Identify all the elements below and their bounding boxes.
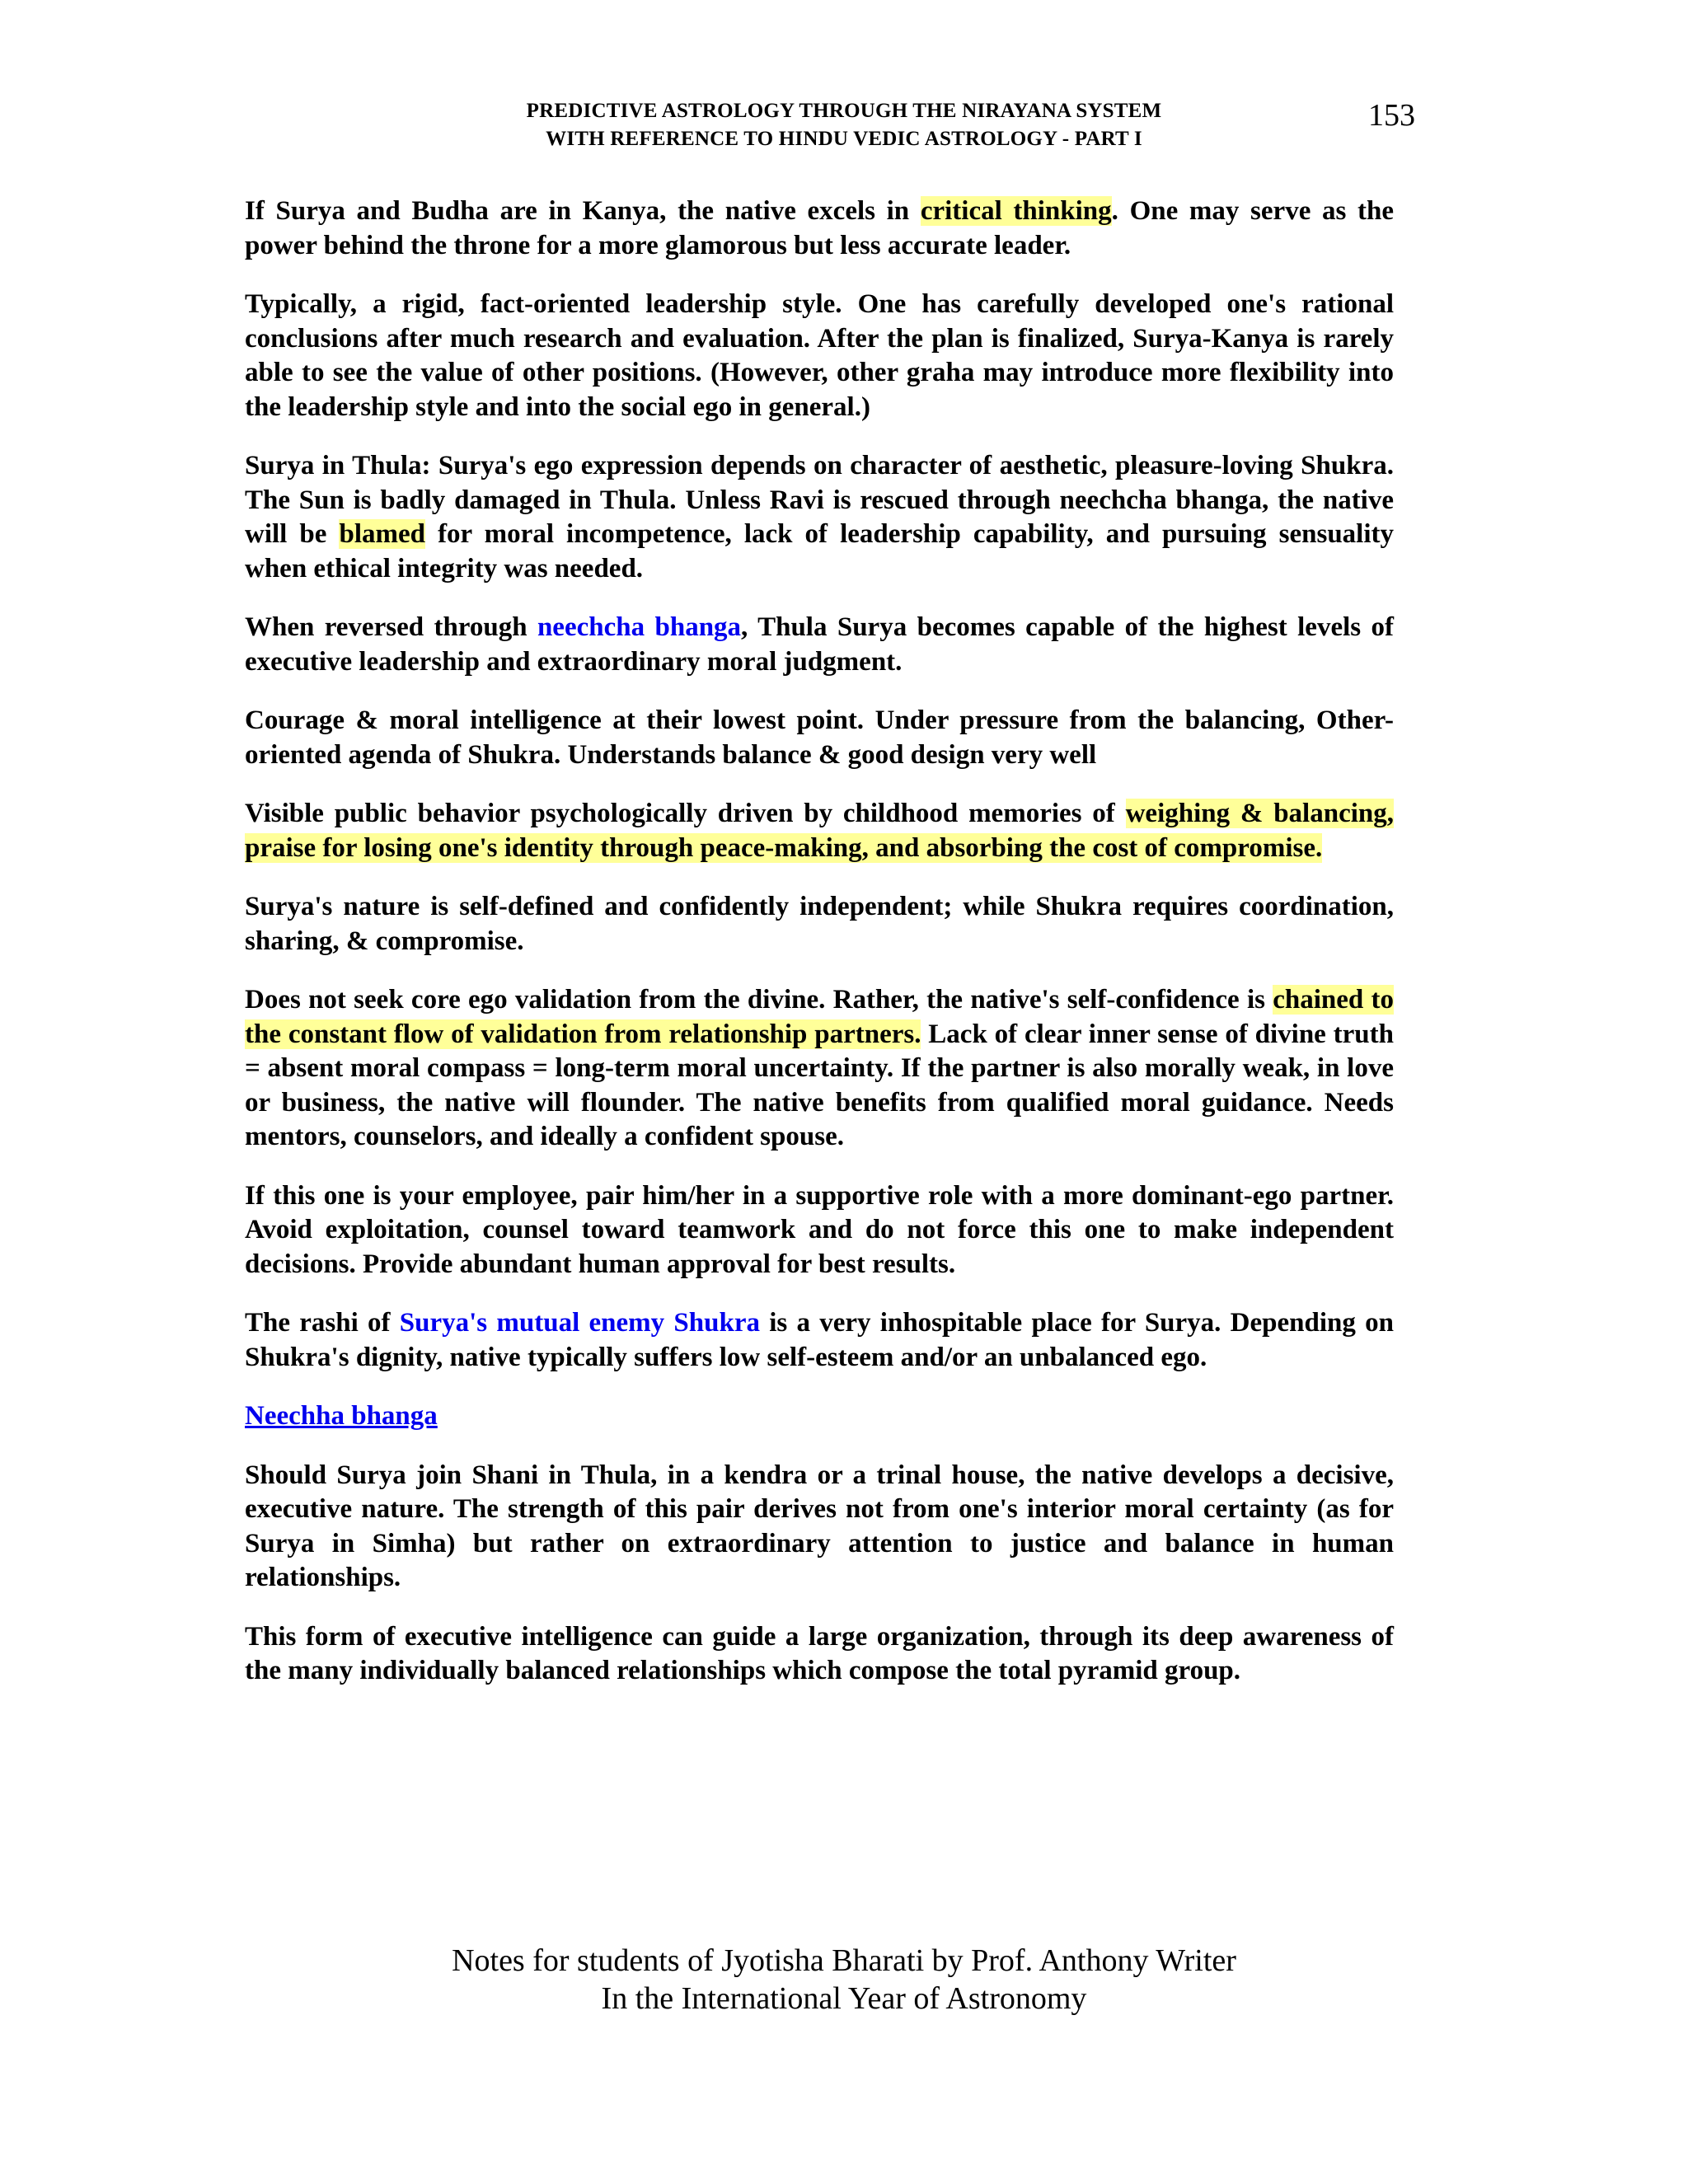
header-line-1: PREDICTIVE ASTROLOGY THROUGH THE NIRAYANA SYSTEM <box>526 100 1162 122</box>
paragraph-3 <box>245 449 1394 586</box>
highlighted-text: blamed <box>339 519 425 549</box>
page-footer <box>0 1942 1688 2018</box>
highlighted-text: weighing & balancing, praise for losing one's identity through peace-making, and absorbing the cost of compromise. <box>245 799 1394 863</box>
paragraph-7: Surya's nature is self-defined and confidently independent; while Shukra requires coordination, sharing, & compromise. <box>245 892 1394 956</box>
text-run: When reversed through <box>245 612 537 642</box>
paragraph-1 <box>245 194 1394 263</box>
paragraph-2: Typically, a rigid, fact-oriented leadership style. One has carefully developed one's rational conclusions after much research and evaluation. After the plan is finalized, Surya-Kanya is rarely able to see the value of other positions. (However, other graha may introduce more flexibility into the leadership style and into the social ego in general.) <box>245 289 1394 422</box>
paragraph-9: If this one is your employee, pair him/her in a supportive role with a more dominant-ego partner. Avoid exploitation, counsel toward teamwork and do not force this one to make independent decisions. Provide abundant human approval for best results. <box>245 1180 1394 1279</box>
running-header <box>0 97 1688 153</box>
neechha-bhanga-heading-link[interactable]: Neechha bhanga <box>245 1401 438 1431</box>
footer-line-1: Notes for students of Jyotisha Bharati by Prof. Anthony Writer <box>452 1943 1236 1978</box>
text-run: Lack of clear inner sense of divine truth = absent moral compass = long-term moral uncertainty. If the partner is also morally weak, in love or business, the native will flounder. The native benefits from qualified moral guidance. Needs mentors, counselors, and ideally a confident spouse. <box>245 1019 1394 1151</box>
text-run: The rashi of <box>245 1308 400 1338</box>
text-run: Does not seek core ego validation from the divine. Rather, the native's self-confidence is <box>245 985 1273 1015</box>
paragraph-6 <box>245 797 1394 865</box>
text-run: Surya in Thula: Surya's ego expression depends on character of aesthetic, pleasure-loving Shukra. The Sun is badly damaged in Thula. Unless Ravi is rescued through neechcha bhanga, the native will be <box>245 451 1394 549</box>
section-heading-neechha-bhanga <box>245 1399 1394 1434</box>
text-run: is a very inhospitable place for Surya. Depending on Shukra's dignity, native typically suffers low self-esteem and/or an unbalanced ego. <box>245 1308 1394 1372</box>
page-number: 153 <box>1368 98 1415 133</box>
text-run: Visible public behavior psychologically driven by childhood memories of <box>245 799 1126 828</box>
paragraph-11: Should Surya join Shani in Thula, in a kendra or a trinal house, the native develops a decisive, executive nature. The strength of this pair derives not from one's interior moral certainty (as for Surya in Simha) but rather on extraordinary attention to justice and balance in human relationships. <box>245 1460 1394 1592</box>
paragraph-5: Courage & moral intelligence at their lowest point. Under pressure from the balancing, Other-oriented agenda of Shukra. Understands balance & good design very well <box>245 705 1394 770</box>
text-run: for moral incompetence, lack of leadership capability, and pursuing sensuality when ethical integrity was needed. <box>245 519 1394 583</box>
text-run: , Thula Surya becomes capable of the highest levels of executive leadership and extraordinary moral judgment. <box>245 612 1394 677</box>
highlighted-text: chained to the constant flow of validation from relationship partners. <box>245 985 1394 1049</box>
header-line-2: WITH REFERENCE TO HINDU VEDIC ASTROLOGY - PART I <box>546 128 1142 150</box>
paragraph-8 <box>245 983 1394 1155</box>
paragraph-4 <box>245 611 1394 679</box>
neechcha-bhanga-link[interactable]: neechcha bhanga <box>537 612 742 642</box>
paragraph-10 <box>245 1306 1394 1375</box>
paragraph-12: This form of executive intelligence can guide a large organization, through its deep awareness of the many individually balanced relationships which compose the total pyramid group. <box>245 1621 1394 1685</box>
text-run: If Surya and Budha are in Kanya, the native excels in <box>245 196 921 226</box>
footer-line-2: In the International Year of Astronomy <box>601 1981 1087 2016</box>
text-run: . One may serve as the power behind the throne for a more glamorous but less accurate leader. <box>245 196 1394 260</box>
page-body <box>245 194 1394 1713</box>
highlighted-text: critical thinking <box>920 196 1112 226</box>
surya-mutual-enemy-link[interactable]: Surya's mutual enemy Shukra <box>399 1308 760 1338</box>
